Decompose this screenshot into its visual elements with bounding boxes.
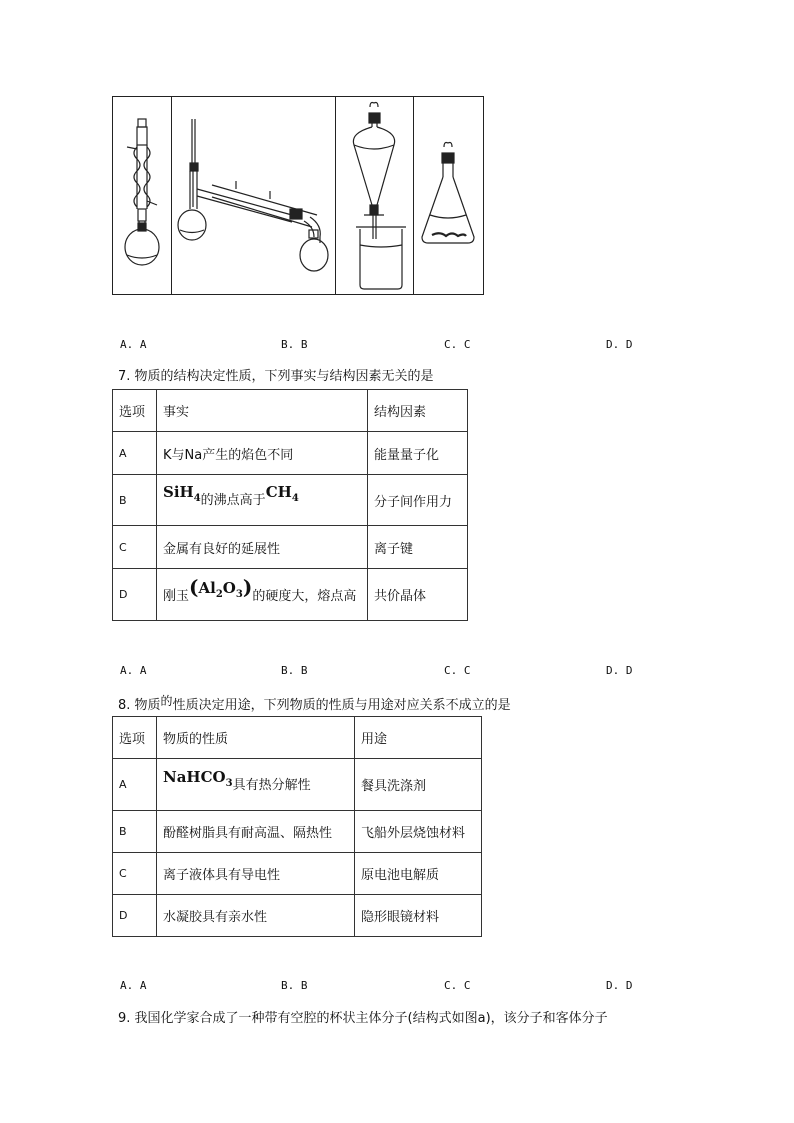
q8-row-use: 餐具洗涤剂	[355, 759, 482, 811]
q7-header-row	[113, 390, 468, 432]
q8-row-use: 隐形眼镜材料	[355, 895, 482, 937]
q8-stem: 8. 物质的性质决定用途，下列物质的性质与用途对应关系不成立的是	[118, 694, 511, 713]
separatory-funnel-apparatus	[336, 97, 414, 294]
q8-row-key: B	[113, 811, 157, 853]
q7-option-a[interactable]: A. A	[120, 664, 147, 677]
q7-option-c[interactable]: C. C	[444, 664, 471, 677]
q8-header-row	[113, 717, 482, 759]
q8-header-option: 选项	[113, 717, 157, 759]
q7-row-fact	[157, 475, 368, 526]
q7-table	[112, 389, 468, 621]
conical-flask-drawing	[414, 97, 483, 294]
q8-options	[120, 979, 640, 995]
q7-options	[120, 664, 640, 680]
q8-option-a[interactable]: A. A	[120, 979, 147, 992]
formula-sih4: SiH$_4$	[163, 483, 201, 504]
q8-header-property: 物质的性质	[157, 717, 355, 759]
q7-row-key: D	[113, 569, 157, 621]
q8-row-b	[113, 811, 482, 853]
q9-stem: 9. 我国化学家合成了一种带有空腔的杯状主体分子(结构式如图a)，该分子和客体分子	[118, 1011, 608, 1026]
q7-row-d	[113, 569, 468, 621]
fact-connector: 的沸点高于	[200, 493, 266, 508]
q7-row-fact: K与Na产生的焰色不同	[157, 432, 368, 475]
q8-table	[112, 716, 482, 937]
q7-option-d[interactable]: D. D	[606, 664, 633, 677]
q7-header-fact: 事实	[157, 390, 368, 432]
q6-option-a[interactable]: A. A	[120, 338, 147, 351]
q7-row-factor: 能量量子化	[368, 432, 468, 475]
distillation-apparatus	[172, 97, 336, 294]
q8-row-property: 水凝胶具有亲水性	[157, 895, 355, 937]
q8-row-key: D	[113, 895, 157, 937]
distillation-drawing	[172, 97, 336, 294]
formula-nahco3: NaHCO$_3$	[163, 767, 233, 789]
reflux-condenser-drawing	[113, 97, 172, 294]
q7-row-fact: 刚玉$(Al_2O_3)$的硬度大，熔点高	[157, 569, 368, 621]
q7-row-factor: 共价晶体	[368, 569, 468, 621]
q6-option-c[interactable]: C. C	[444, 338, 471, 351]
q7-option-b[interactable]: B. B	[281, 664, 308, 677]
q8-row-property: 离子液体具有导电性	[157, 853, 355, 895]
apparatus-figure	[112, 96, 484, 295]
q8-row-key: A	[113, 759, 157, 811]
formula-ch4: $CH_4$	[265, 483, 299, 504]
q7-stem: 7. 物质的结构决定性质，下列事实与结构因素无关的是	[118, 369, 434, 384]
q8-header-use: 用途	[355, 717, 482, 759]
reflux-condenser-apparatus	[113, 97, 172, 294]
q8-option-c[interactable]: C. C	[444, 979, 471, 992]
q7-header-option: 选项	[113, 390, 157, 432]
q7-header-factor: 结构因素	[368, 390, 468, 432]
q8-option-d[interactable]: D. D	[606, 979, 633, 992]
q8-row-use: 飞船外层烧蚀材料	[355, 811, 482, 853]
q7-row-b	[113, 475, 468, 526]
q8-row-property: NaHCO$_3$具有热分解性	[157, 759, 355, 811]
q7-row-key: A	[113, 432, 157, 475]
q7-row-factor: 离子键	[368, 526, 468, 569]
conical-flask	[414, 97, 483, 294]
q7-row-fact: 金属有良好的延展性	[157, 526, 368, 569]
q8-row-d	[113, 895, 482, 937]
q7-row-key: C	[113, 526, 157, 569]
q6-option-d[interactable]: D. D	[606, 338, 633, 351]
q7-row-c	[113, 526, 468, 569]
q7-row-factor: 分子间作用力	[368, 475, 468, 526]
q7-row-a	[113, 432, 468, 475]
q8-row-a	[113, 759, 482, 811]
q6-option-b[interactable]: B. B	[281, 338, 308, 351]
q7-row-key: B	[113, 475, 157, 526]
q8-row-property: 酚醛树脂具有耐高温、隔热性	[157, 811, 355, 853]
q8-row-key: C	[113, 853, 157, 895]
q8-option-b[interactable]: B. B	[281, 979, 308, 992]
q6-options	[120, 338, 640, 354]
separatory-funnel-drawing	[336, 97, 414, 294]
q8-row-c	[113, 853, 482, 895]
formula-al2o3: $(Al_2O_3)$	[189, 575, 253, 600]
q8-row-use: 原电池电解质	[355, 853, 482, 895]
